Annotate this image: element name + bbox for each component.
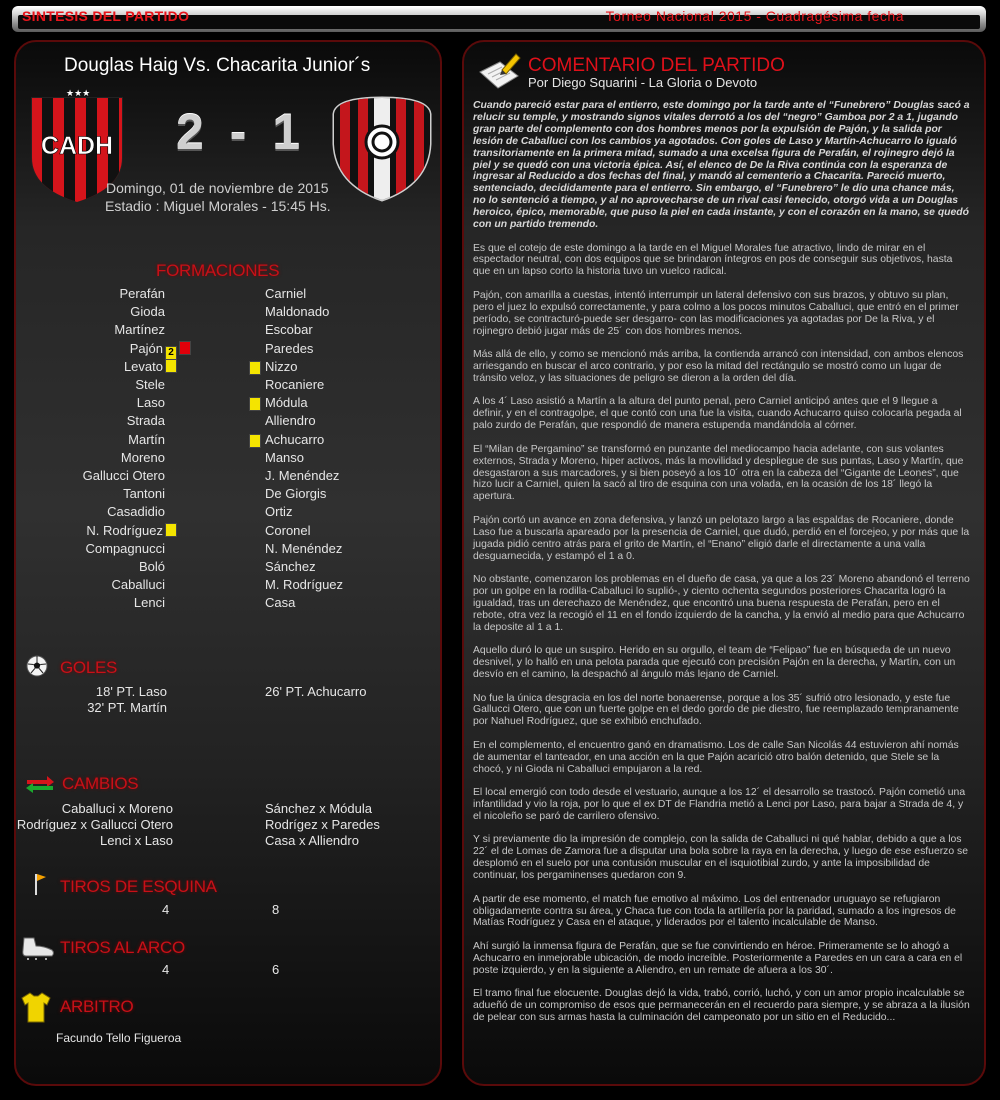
home-crest-text: CADH xyxy=(40,132,114,160)
away-player xyxy=(265,286,465,301)
home-player xyxy=(0,304,165,319)
away-corners: 8 xyxy=(272,902,280,917)
commentary-paragraph: El “Milan de Pergamino” se transformó en punzante del mediocampo hacia adelante, con sus volantes externos, Strada y Moreno, hiper activos, más la movilidad y despliegue de sus puntas, Laso y Martín, que desgastaron a sus marcadores, y si bien poseyó a los 10´ otra en la cabeza del “Gigante de Leones”, que hizo lucir a Carniel, quien la sacó al tiro de esquina con una volada, en la ocasión de los 18´ llegó la apertura. xyxy=(473,443,964,503)
player-name: Levato xyxy=(123,359,163,374)
commentary-paragraph: Cuando pareció estar para el entierro, este domingo por la tarde ante el “Funebrero” Douglas sacó a relucir su temple, y mostrando signos vitales derrotó a los del “negro” Gamboa por 2 a 1, jugando gran parte del complemento con dos hombres menos por la expulsión de Pajón, y la salida por lesión de Caballuci con los cambios ya agotados. Con goles de Laso y Martín-Achucarro lo igualó transitoriamente en la primera mitad, sumado a una excelsa figura de Perafán, el rojinegro dejó la piel y se quedó con una victoria épica. Así, el elenco de De la Riva continúa con la esperanza de ingresar al Reducido a dos fechas del final, y mandó al cementerio a Chacarita. Pareció muerto, sentenciado, decididamente para el entierro. Sin embargo, el “Funebrero” le dio una chance más, no lo sentenció a tiempo, y al no aprovecharse de un rival casi fenecido, otorgó vida a un Douglas heroico, épico, memorable, que puso la piel en cada instante, y con el corazón en la mano, se quedó con un partido tremendo. xyxy=(473,100,970,231)
away-player xyxy=(265,595,465,610)
goals-title: GOLES xyxy=(60,658,118,677)
away-player xyxy=(265,504,465,519)
player-name: Perafán xyxy=(119,286,165,301)
away-player xyxy=(265,432,465,447)
corners-title: TIROS DE ESQUINA xyxy=(60,877,217,896)
commentary-paragraph: Más allá de ello, y como se mencionó más arriba, la contienda arrancó con intensidad, con ambos elencos arriesgando en buscar el arco contrario, y por eso la mitad del rectángulo se mostró como un lugar de tránsito veloz, y las situaciones de peligro se dieron a la orden del día. xyxy=(473,349,964,384)
away-player xyxy=(265,559,465,574)
away-player xyxy=(265,413,465,428)
page-section-title: SINTESIS DEL PARTIDO xyxy=(22,8,190,24)
home-goal-2: 32' PT. Martín xyxy=(87,700,167,715)
player-name: Manso xyxy=(265,450,305,465)
player-name: N. Rodríguez xyxy=(86,523,163,538)
player-name: M. Rodríguez xyxy=(265,577,344,592)
commentary-paragraph: Es que el cotejo de este domingo a la tarde en el Miguel Morales fue atractivo, lindo de mirar en el espectador neutral, con dos equipos que se brindaron íntegros en pos de conseguir sus objetivos, hasta que en un lapso corto la historia tuvo un vuelco radical. xyxy=(473,242,953,278)
away-player xyxy=(265,577,465,592)
soccer-ball-icon xyxy=(25,654,49,678)
player-name: J. Menéndez xyxy=(265,468,340,483)
score: 2 - 1 xyxy=(176,104,307,160)
commentary-paragraph: A partir de ese momento, el match fue emotivo al máximo. Los del entrenador uruguayo se refugiaron obligadamente contra su área, y Chaca fue con toda la artillería por la paridad, sumado a los ingresos de Matías Rodríguez y Casa en el ataque, y liderados por el talento incalculable de Manso. xyxy=(473,893,956,929)
away-goal-1: 26' PT. Achucarro xyxy=(265,684,367,699)
away-player xyxy=(265,541,465,556)
home-goal-1: 18' PT. Laso xyxy=(95,684,167,699)
corner-flag-icon xyxy=(32,872,48,896)
yellow-card-icon xyxy=(249,397,261,411)
commentary-paragraph: Aquello duró lo que un suspiro. Herido en su orgullo, el team de “Felipao” fue en búsqueda de un nuevo desnivel, y lo halló en una pelota parada que ejecutó con precisión Pajón en la derecha, y Martín, con un desvío en el camino, la despachó al ángulo más lejano de Carniel. xyxy=(473,645,956,680)
away-player xyxy=(265,304,465,319)
player-name: Gallucci Otero xyxy=(82,468,165,483)
football-boot-icon xyxy=(20,934,56,960)
player-name: Tantoni xyxy=(123,486,165,501)
commentary-paragraph: Ahí surgió la inmensa figura de Perafán, que se fue convirtiendo en héroe. Primeramente se lo ahogó a Achucarro en inmejorable ubicación, de modo increíble. Posteriormente a Paredes en un cara a cara en el poste izquierdo, y en la siguiente a Aliendro, en un remate de afuera a los 30´. xyxy=(473,940,963,976)
player-name: Rocaniere xyxy=(265,377,325,392)
away-player xyxy=(265,523,465,538)
player-name: De Giorgis xyxy=(265,486,327,501)
subs-title: CAMBIOS xyxy=(62,774,139,793)
away-player xyxy=(265,377,465,392)
player-name: Martínez xyxy=(114,322,165,337)
home-sub-1: Caballuci x Moreno xyxy=(61,801,173,816)
home-player xyxy=(0,413,165,428)
home-player xyxy=(0,450,165,465)
home-corners: 4 xyxy=(162,902,170,917)
player-name: Ortiz xyxy=(265,504,293,519)
commentary-paragraph: No obstante, comenzaron los problemas en el dueño de casa, ya que a los 23´ Moreno abandonó el terreno por un golpe en la rodilla-Caballuci lo suplió-, y ciento ochenta segundos posteriores Chacarita logró la igualdad, tras un derechazo de Menéndez, que encontró una buena respuesta de Perafán, pero en el rebote, otra vez la recogió el 11 en el fondo izquierdo de la cancha, y la envió al medio para que Achucarro la deposite al 1 a 1. xyxy=(473,574,970,633)
home-shots: 4 xyxy=(162,962,170,977)
second-yellow-card-icon: 2 xyxy=(165,346,177,360)
player-name: Martín xyxy=(128,432,165,447)
player-name: Laso xyxy=(136,395,165,410)
player-name: Lenci xyxy=(133,595,165,610)
match-date: Domingo, 01 de noviembre de 2015 xyxy=(106,180,329,196)
player-name: Escobar xyxy=(265,322,313,337)
player-name: Pajón xyxy=(129,341,163,356)
referee-name: Facundo Tello Figueroa xyxy=(56,1031,182,1045)
player-name: Paredes xyxy=(265,341,314,356)
player-name: Gioda xyxy=(130,304,165,319)
yellow-card-icon xyxy=(249,361,261,375)
match-title: Douglas Haig Vs. Chacarita Junior´s xyxy=(64,55,371,76)
away-sub-3: Casa x Alliendro xyxy=(265,833,359,848)
player-name: Carniel xyxy=(265,286,307,301)
away-player xyxy=(265,450,465,465)
commentary-paragraph: Pajón cortó un avance en zona defensiva, y lanzó un pelotazo largo a las espaldas de Rocaniere, donde Laso fue a buscarla apareado por la presencia de Carniel, que dudó, perdió en el forcejeo, y por más que la jugada pidió centro atrás para el grito de Martín, el “Enano” eligió darle el directamente a una valla desguarnecida, y estampó el 1 a 0. xyxy=(473,514,970,562)
player-name: Boló xyxy=(138,559,165,574)
commentary-paragraph: No fue la única desgracia en los del norte bonaerense, porque a los 35´ sufrió otro lesionado, y este fue Gallucci Otero, que con un fuerte golpe en el dedo gordo de pie diestro, fue reemplazado tempranamente por Nahuel Rodríguez, que se exhibió enchufado. xyxy=(473,692,959,728)
player-name: Maldonado xyxy=(265,304,330,319)
away-shots: 6 xyxy=(272,962,280,977)
home-player xyxy=(0,432,165,447)
commentary-title: COMENTARIO DEL PARTIDO xyxy=(528,55,785,76)
lineups-title: FORMACIONES xyxy=(156,261,280,280)
commentary-paragraph: A los 4´ Laso asistió a Martín a la altura del punto penal, pero Carniel anticipó antes que el 9 llegue a definir, y en el contragolpe, el que contó con una fue la visita, cuando Achucarro quiso colocarla pegada al palo zurdo de Perafán, que respondió de manera estupenda mandándola al córner. xyxy=(473,396,962,432)
red-card-icon xyxy=(179,341,191,355)
away-team-crest-icon xyxy=(330,94,434,204)
svg-text:★★★: ★★★ xyxy=(66,89,91,99)
commentary-article xyxy=(473,100,970,1036)
player-name: Achucarro xyxy=(265,432,325,447)
match-venue: Estadio : Miguel Morales - 15:45 Hs. xyxy=(105,198,331,214)
away-player xyxy=(265,341,465,356)
commentary-paragraph: El tramo final fue elocuente. Douglas dejó la vida, trabó, corrió, luchó, y con un amor propio incalculable se adueñó de un compromiso de esos que permanecerán en el recuerdo para siempre, y se abraza a la ilusión de pelear con sus armas hasta la culminación del campeonato por un sitio en el Reducido... xyxy=(473,988,970,1024)
player-name: Strada xyxy=(126,413,165,428)
home-player xyxy=(0,468,165,483)
home-player xyxy=(0,486,165,501)
away-sub-2: Rodrígez x Paredes xyxy=(265,817,380,832)
player-name: Stele xyxy=(135,377,165,392)
commentary-paragraph: El local emergió con todo desde el vestuario, aunque a los 12´ el desarrollo se trastocó. Pajón cometió una infantilidad y vio la roja, por lo que el ex DT de Flandria metió a Lenci por Laso, para bajar a Strada de 4, y el nicoleño se paró de carrilero ofensivo. xyxy=(473,787,966,822)
home-player xyxy=(21,341,191,360)
player-name: Módula xyxy=(265,395,308,410)
home-player xyxy=(0,322,165,337)
yellow-card-icon xyxy=(165,523,177,537)
home-player xyxy=(7,359,177,374)
commentary-paragraph: Y si previamente dio la impresión de complejo, con la salida de Caballuci ni qué hablar, debido a que a los 22´ el de Lomas de Zamora fue a disputar una bola sobre la raya en la derecha, y luego de ese esfuerzo se desplomó en el suelo por una contusión muscular en el isquiotibial zurdo, y ante la imposibilidad de continuar, los pergaminenses quedaron con 9. xyxy=(473,834,969,882)
player-name: Nizzo xyxy=(265,359,298,374)
player-name: Casadidio xyxy=(107,504,165,519)
player-name: Alliendro xyxy=(265,413,316,428)
notepad-pencil-icon xyxy=(476,50,522,94)
home-player xyxy=(0,395,165,410)
home-player xyxy=(0,504,165,519)
commentary-paragraph: En el complemento, el encuentro ganó en dramatismo. Los de calle San Nicolás 44 estuvieron ahí nomás de aumentar el tanteador, en una acción en la que Pajón acarició otro balón detenido, que Stele se la chocó, y ni Gioda ni Caballuci empujaron a la red. xyxy=(473,739,959,775)
player-name: Moreno xyxy=(120,450,165,465)
yellow-card-icon xyxy=(249,434,261,448)
player-name: Caballuci xyxy=(111,577,165,592)
away-player xyxy=(265,486,465,501)
tournament-title: Torneo Nacional 2015 - Cuadragésima fecha xyxy=(605,8,904,24)
away-player xyxy=(265,359,465,374)
player-name: Compagnucci xyxy=(85,541,165,556)
away-player xyxy=(265,395,465,410)
commentary-author: Por Diego Squarini - La Gloria o Devoto xyxy=(528,75,758,90)
home-sub-2: Rodríguez x Gallucci Otero xyxy=(16,817,173,832)
home-player xyxy=(0,541,165,556)
away-player xyxy=(265,322,465,337)
referee-title: ARBITRO xyxy=(60,997,134,1016)
away-player xyxy=(265,468,465,483)
home-player xyxy=(7,523,177,538)
referee-shirt-icon xyxy=(20,990,52,1024)
shots-title: TIROS AL ARCO xyxy=(60,938,185,957)
player-name: Sánchez xyxy=(265,559,316,574)
substitution-arrows-icon xyxy=(25,774,55,794)
home-player xyxy=(0,377,165,392)
home-player xyxy=(0,577,165,592)
commentary-paragraph: Pajón, con amarilla a cuestas, intentó interrumpir un lateral defensivo con sus brazos, y obtuvo su plan, pero el juez lo expulsó correctamente, y para colmo a los pocos minutos Caballuci, que entró en el primer período, se contracturó-puede ser desgarro- con las modificaciones ya agotadas por De la Riva, y el rojinegro debió jugar más de 25´ con dos hombres menos. xyxy=(473,289,959,337)
home-sub-3: Lenci x Laso xyxy=(100,833,173,848)
away-sub-1: Sánchez x Módula xyxy=(265,801,372,816)
player-name: Casa xyxy=(265,595,296,610)
player-name: Coronel xyxy=(265,523,311,538)
yellow-card-icon xyxy=(165,359,177,373)
home-player xyxy=(0,286,165,301)
home-player xyxy=(0,595,165,610)
player-name: N. Menéndez xyxy=(265,541,343,556)
home-player xyxy=(0,559,165,574)
